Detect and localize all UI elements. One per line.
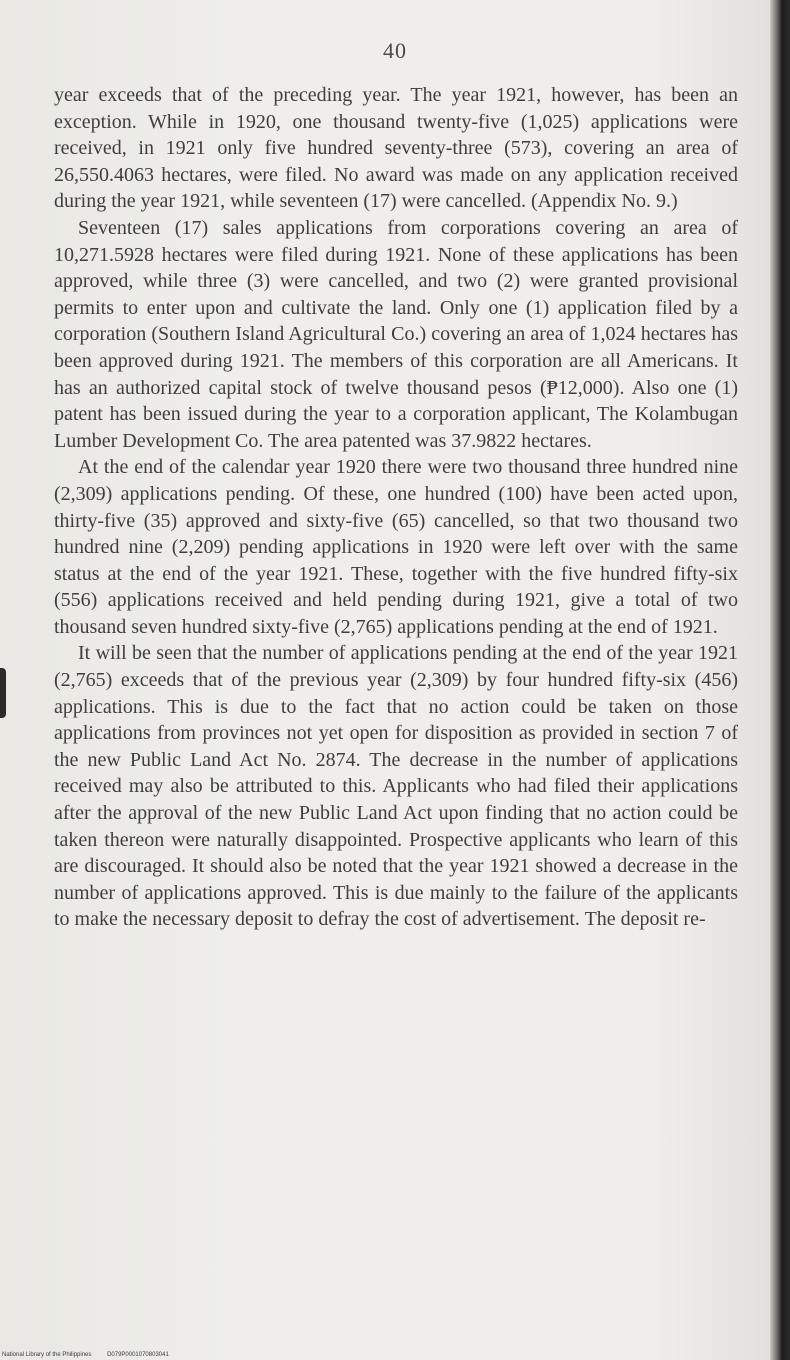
footer-code: D079P0001070803041 — [107, 1352, 169, 1358]
paragraph-3: At the end of the calendar year 1920 there were two thousand three hundred nine (2,309) applications pending. Of these, one hundred (100) have been acted upon, thirty-five (35) approved and sixty-five (65) cancelled, so that two thousand two hundred nine (2,209) pending applications in 1920 were left over with the same status at the end of the year 1921. These, together with the five hundred fifty-six (556) applications received and held pending during 1921, give a total of two thousand seven hundred sixty-five (2,765) applications pending at the end of 1921. — [54, 456, 738, 638]
paragraph-1: year exceeds that of the preceding year. The year 1921, however, has been an exception. While in 1920, one thousand twenty-five (1,025) applications were received, in 1921 only five hundred seventy-three (573), covering an area of 26,550.4063 hectares, were filed. No award was made on any application received during the year 1921, while seventeen (17) were cancelled. (Appendix No. 9.) — [54, 84, 738, 213]
book-binding-edge — [770, 0, 790, 1360]
paragraph-4: It will be seen that the number of applications pending at the end of the year 1921 (2,765) exceeds that of the previous year (2,309) by four hundred fifty-six (456) applications. This is due to the fact that no action could be taken on those applications from provinces not yet open for disposition as provided in section 7 of the new Public Land Act No. 2874. The decrease in the number of applications received may also be attributed to this. Applicants who had filed their applications after the approval of the new Public Land Act upon finding that no action could be taken thereon were naturally disappointed. Prospective applicants who learn of this are discouraged. It should also be noted that the year 1921 showed a decrease in the number of applications approved. This is due mainly to the failure of the applicants to make the necessary deposit to defray the cost of advertisement. The deposit re- — [54, 642, 738, 931]
binding-mark — [0, 668, 6, 718]
body-text — [54, 82, 738, 933]
scan-footer — [2, 1352, 183, 1358]
footer-library: National Library of the Philippines — [2, 1352, 92, 1358]
paragraph-2: Seventeen (17) sales applications from corporations covering an area of 10,271.5928 hectares were filed during 1921. None of these applications has been approved, while three (3) were cancelled, and two (2) were granted provisional permits to enter upon and cultivate the land. Only one (1) application filed by a corporation (Southern Island Agricultural Co.) covering an area of 1,024 hectares has been approved during 1921. The members of this corporation are all Americans. It has an authorized capital stock of twelve thousand pesos (₱12,000). Also one (1) patent has been issued during the year to a corporation applicant, The Kolambugan Lumber Development Co. The area patented was 37.9822 hectares. — [54, 216, 738, 452]
page-number: 40 — [383, 38, 407, 63]
